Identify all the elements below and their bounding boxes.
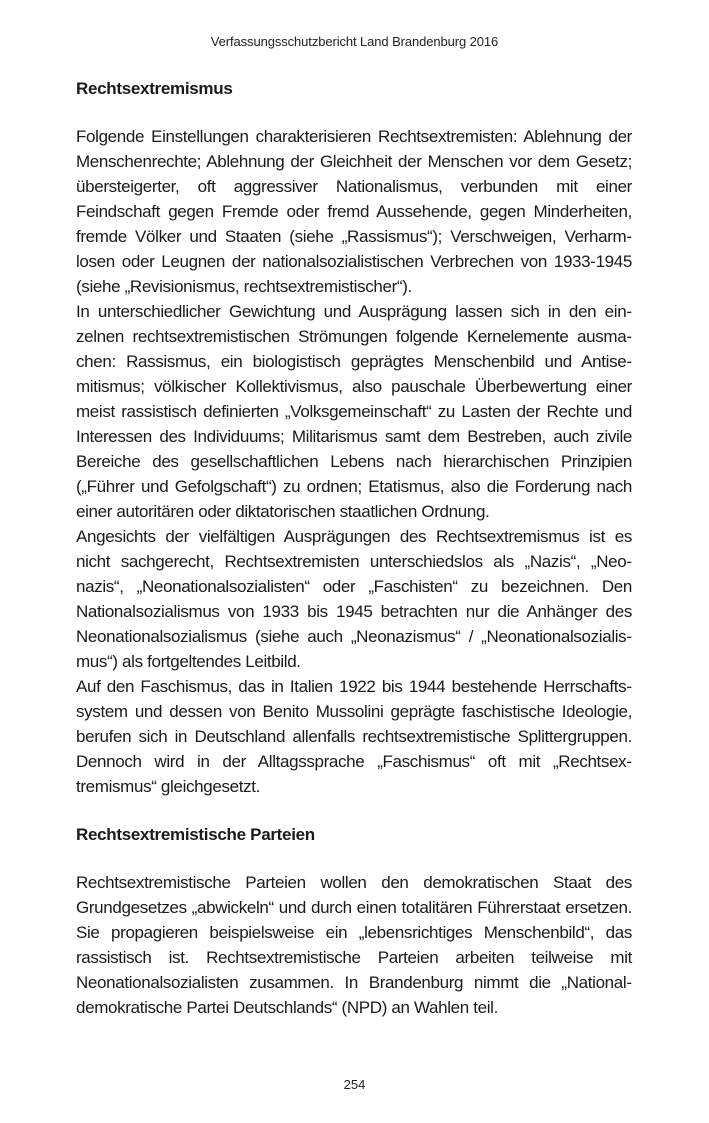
section-heading: Rechtsextremismus	[76, 79, 233, 98]
paragraph: Auf den Faschismus, das in Italien 1922 bis 1944 bestehende Herrschaftssystem und dessen von Benito Mussolini geprägte faschistische Ideologie, berufen sich in Deutschland allenfalls rechtsextremistische Splittergruppen. Dennoch wird in der Alltagssprache „Faschismus“ oft mit „Rechtsextremismus“ gleichgesetzt.	[76, 677, 632, 796]
page-content	[76, 78, 632, 1020]
paragraph: Angesichts der vielfältigen Ausprägungen des Rechtsextremismus ist es nicht sachgerecht, Rechtsextremisten unterschiedslos als „Nazis“, „Neonazis“, „Neonationalsozialisten“ oder „Faschisten“ zu bezeichnen. Den Nationalsozialismus von 1933 bis 1945 betrachten nur die Anhänger des Neonationalsozialismus (siehe auch „Neonazismus“ / „Neonationalsozialismus“) als fortgeltendes Leitbild.	[76, 527, 632, 671]
paragraph: Rechtsextremistische Parteien wollen den demokratischen Staat des Grundgesetzes „abwickeln“ und durch einen totalitären Führerstaat ersetzen. Sie propagieren beispielsweise ein „lebensrichtiges Menschenbild“, das rassistisch ist. Rechtsextremistische Parteien arbeiten teilweise mit Neonationalsozialisten zusammen. In Brandenburg nimmt die „Nationaldemokratische Partei Deutschlands“ (NPD) an Wahlen teil.	[76, 873, 632, 1017]
page-number: 254	[343, 1077, 366, 1092]
running-header: Verfassungsschutzbericht Land Brandenburg 2016	[210, 34, 499, 49]
section-heading: Rechtsextremistische Parteien	[76, 825, 315, 844]
paragraph: Folgende Einstellungen charakterisieren Rechtsextremisten: Ablehnung der Menschenrechte; Ablehnung der Gleichheit der Menschen vor dem Gesetz; übersteigerter, oft aggressiver Nationalismus, verbunden mit einer Feindschaft gegen Fremde oder fremd Aussehende, gegen Minderheiten, fremde Völker und Staaten (siehe „Rassismus“); Verschweigen, Verharmlosen oder Leugnen der nationalsozialistischen Verbrechen von 1933-1945 (siehe „Revisionismus, rechtsextremistischer“).	[76, 127, 632, 296]
paragraph: In unterschiedlicher Gewichtung und Ausprägung lassen sich in den einzelnen rechtsextremistischen Strömungen folgende Kernelemente ausmachen: Rassismus, ein biologistisch geprägtes Menschenbild und Antisemitismus; völkischer Kollektivismus, also pauschale Überbewertung einer meist rassistisch definierten „Volksgemeinschaft“ zu Lasten der Rechte und Interessen des Individuums; Militarismus samt dem Bestreben, auch zivile Bereiche des gesellschaftlichen Lebens nach hierarchischen Prinzipien („Führer und Gefolgschaft“) zu ordnen; Etatismus, also die Forderung nach einer autoritären oder diktatorischen staatlichen Ordnung.	[76, 302, 632, 521]
